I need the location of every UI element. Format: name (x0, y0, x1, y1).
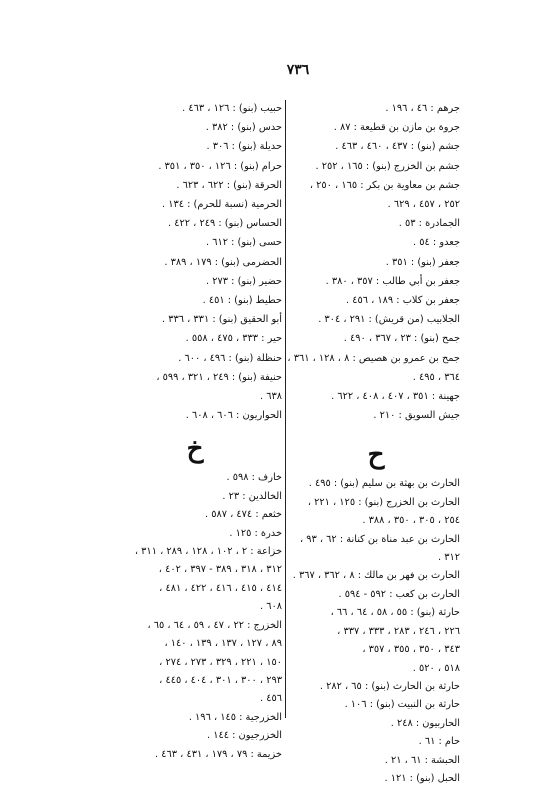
index-entry: جشم بن معاوية بن بكر : ١٦٥ ، ٢٥٠ ، (309, 179, 460, 191)
index-entry: الحواريون : ٦٠٦ ، ٦٠٨ . (185, 410, 282, 422)
index-entry: ٣٦٤ ، ٤٩٥ . (412, 371, 460, 383)
index-entry: حطيط (بنو) : ٤٥١ . (202, 295, 282, 307)
index-entry: ٨٩ ، ١٢٧ ، ١٣٧ ، ١٣٩ ، ١٤٠ ، (164, 638, 282, 650)
index-entry: ١٥٠ ، ٢٢١ ، ٣٢٩ ، ٢٧٣ ، ٢٧٤ ، (159, 656, 282, 668)
index-entry: حير : ٣٣٣ ، ٤٧٥ ، ٥٥٨ . (185, 333, 282, 345)
index-entry: جمح (بنو) : ٢٣ ، ٣٦٧ ، ٤٩٠ . (343, 333, 460, 345)
index-entry: ٢٥٢ ، ٤٥٧ ، ٦٢٩ . (387, 199, 460, 211)
entries-ha-continued (108, 99, 282, 425)
index-entry: الخزرجية : ١٤٥ ، ١٩٦ . (188, 711, 282, 723)
index-entry: الحساس (بنو) : ٢٤٩ ، ٤٢٢ . (168, 218, 282, 230)
index-entry: جهينة : ٣٥١ ، ٤٠٧ ، ٤٠٨ ، ٦٢٢ . (331, 391, 460, 403)
index-entry: جعفر بن أبي طالب : ٣٥٧ ، ٣٨٠ . (325, 275, 460, 287)
index-entry: خدرة : ١٢٥ . (229, 527, 282, 539)
index-entry: ٢٥٤ ، ٣٠٥ ، ٣٥٠ ، ٣٨٨ . (362, 515, 460, 527)
index-entry: جمح بن عمرو بن هصيص : ٨ ، ١٢٨ ، ٣٦١ ، (287, 352, 460, 364)
index-entry: جيش السويق : ٢١٠ . (373, 410, 460, 422)
index-entry: ٥١٨ ، ٥٢٠ . (412, 662, 460, 674)
index-entry: ٣٤٣ ، ٣٥٠ ، ٣٥٥ ، ٣٥٧ ، (362, 644, 460, 656)
column-divider (285, 100, 286, 718)
index-entry: حدس (بنو) : ٣٨٢ . (205, 122, 282, 134)
index-entry: الجلابيب (من قريش) : ٢٩١ ، ٣٠٤ . (318, 314, 460, 326)
index-entry: ٦٠٨ . (259, 601, 282, 613)
index-entry: خزاعة : ٢ ، ١٠٢ ، ١٢٨ ، ٢٨٩ ، ٣١١ ، (134, 546, 282, 558)
index-entry: حارثة (بنو) : ٥٥ ، ٥٨ ، ٦٤ ، ٦٦ ، (330, 607, 460, 619)
index-entry: الحرقة (بنو) : ٦٢٢ ، ٦٢٣ . (176, 179, 282, 191)
index-entry: الحارث بن عبد مناة بن كنانة : ٦٢ ، ٩٣ ، (299, 533, 460, 545)
page-number: ٧٣٦ (286, 62, 310, 78)
index-entry: خثعم : ٤٧٤ ، ٥٨٧ . (204, 509, 282, 521)
index-entry: جروة بن مازن بن قطيعة : ٨٧ . (333, 122, 460, 134)
index-entry: الخزرج : ٢٢ ، ٤٧ ، ٥٩ ، ٦٤ ، ٦٥ ، (147, 619, 282, 631)
index-entry: الخالدين : ٢٣ . (222, 490, 282, 502)
index-entry: ٢٩٣ ، ٣٠٠ ، ٣٠١ ، ٤٠٤ ، ٤٤٥ ، (159, 674, 282, 686)
index-entry: جعفر (بنو) : ٣٥١ . (385, 256, 460, 268)
index-entry: الحارث بن كعب : ٥٩٢ - ٥٩٤ . (338, 588, 460, 600)
index-entry: الحارث بن الخزرج (بنو) : ١٢٥ ، ٢٢١ ، (307, 496, 460, 508)
index-entry: الحرمية (نسبة للحرم) : ١٣٤ . (161, 199, 282, 211)
index-entry: الحارث بن فهر بن مالك : ٨ ، ٣٦٢ ، ٣٦٧ . (292, 570, 460, 582)
entries-ha (292, 475, 460, 788)
index-entry: حنظلة (بنو) : ٤٩٦ ، ٦٠٠ . (178, 352, 282, 364)
index-entry: خارف : ٥٩٨ . (226, 472, 282, 484)
index-entry: أبو الحقيق (بنو) : ٣٣١ ، ٣٣٦ . (162, 314, 282, 326)
entries-jim (287, 99, 460, 425)
index-entry: الحاربيون : ٢٤٨ . (390, 717, 460, 729)
index-entry: الحضرمى (بنو) : ١٧٩ ، ٣٨٩ . (164, 256, 282, 268)
index-entry: ٣١٢ . (437, 552, 460, 564)
index-entry: حارثة بن النبيت (بنو) : ١٠٦ . (344, 699, 460, 711)
index-entry: ٣١٢ ، ٣١٨ ، ٣٨٩ - ٣٩٧ ، ٤٠٢ ، (158, 564, 282, 576)
index-entry: جشم (بنو) : ٤٣٧ ، ٤٦٠ ، ٤٦٣ . (335, 141, 460, 153)
index-entry: حبيب (بنو) : ١٢٦ ، ٤٦٣ . (182, 103, 282, 114)
index-entry: حارثة بن الحارث (بنو) : ٦٥ ، ٢٨٢ . (319, 680, 460, 692)
index-entry: جعدو : ٥٤ . (413, 237, 460, 249)
index-entry: الجمادرة : ٥٣ . (398, 218, 460, 230)
section-heading-ha: ح (367, 440, 385, 471)
index-entry: الحبشة : ٦١ ، ٢١ . (384, 754, 460, 766)
index-entry: الحبل (بنو) : ١٢١ . (384, 772, 460, 784)
index-entry: حسى (بنو) : ٦١٢ . (205, 237, 282, 249)
index-entry: حديلة (بنو) : ٣٠٦ . (206, 141, 282, 153)
index-entry: حنيفة (بنو) : ٢٤٩ ، ٣٢١ ، ٥٩٩ ، (156, 371, 282, 383)
index-entry: جرهم : ٤٦ ، ١٩٦ . (385, 103, 460, 114)
index-entry: ٤١٤ ، ٤١٥ ، ٤١٦ ، ٤٢٢ ، ٤٨١ ، (159, 582, 282, 594)
index-column-right (287, 99, 460, 788)
index-entry: ٢٢٦ ، ٢٤٦ ، ٢٨٣ ، ٣٣٣ ، ٣٣٧ ، (337, 625, 460, 637)
index-entry: ٦٣٨ . (259, 391, 282, 403)
section-heading-kha: خ (186, 434, 204, 465)
index-entry: خزيمة : ٧٩ ، ١٧٩ ، ٤٣١ ، ٤٦٣ . (155, 748, 282, 760)
index-entry: ٤٥٦ . (259, 693, 282, 705)
index-entry: جشم بن الخزرج (بنو) : ١٦٥ ، ٢٥٢ . (315, 160, 460, 172)
index-column-left (108, 99, 282, 764)
index-entry: الخزرجيون : ١٤٤ . (207, 730, 282, 742)
entries-kha (108, 469, 282, 764)
index-entry: حرام (بنو) : ١٢٦ ، ٣٥٠ ، ٣٥١ . (158, 160, 282, 172)
index-entry: حام : ٦١ . (418, 736, 460, 748)
index-entry: الحارث بن بهثة بن سليم (بنو) : ٤٩٥ . (308, 478, 460, 490)
index-entry: حضير (بنو) : ٢٧٣ . (206, 275, 282, 287)
index-entry: جعفر بن كلاب : ١٨٩ ، ٤٥٦ . (345, 295, 460, 307)
